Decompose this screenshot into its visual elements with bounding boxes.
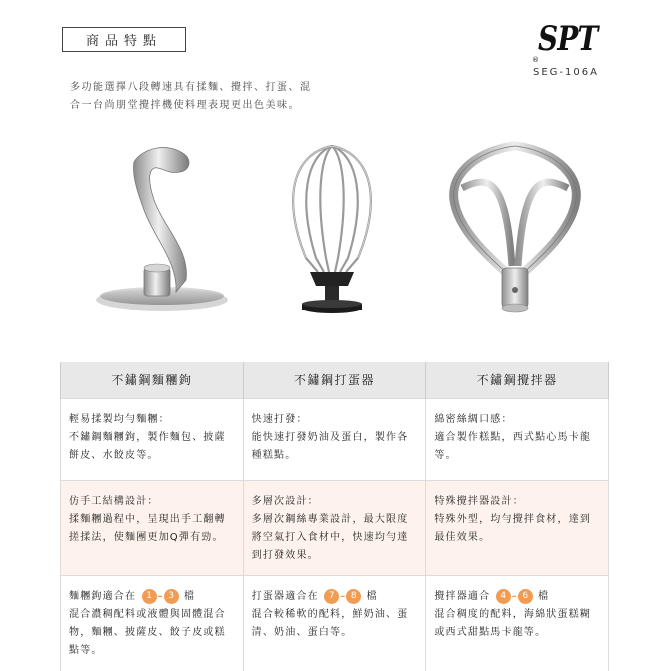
- cell-title: 仿手工結構設計：: [69, 495, 159, 507]
- model-number: SEG-106A: [533, 67, 599, 78]
- table-cell: [426, 398, 609, 480]
- registered-mark: ®: [532, 56, 539, 64]
- dough-hook-image: [92, 140, 232, 330]
- speed-line: [434, 588, 602, 606]
- table-cell: [426, 575, 609, 671]
- table-cell: [61, 480, 244, 575]
- table-cell: [243, 480, 426, 575]
- speed-line: [252, 588, 420, 606]
- table-cell: [61, 398, 244, 480]
- cell-body: 混合較稀軟的配料，鮮奶油、蛋清、奶油、蛋白等。: [251, 608, 409, 638]
- header-flat-beater: 不鏽鋼攪拌器: [426, 362, 609, 398]
- cell-body: 揉麵糰過程中，呈現出手工翻轉搓揉法，使麵團更加Q彈有勁。: [69, 513, 226, 543]
- cell-body: 特殊外型，均勻攪拌食材，達到最佳效果。: [434, 513, 592, 543]
- table-cell: [426, 480, 609, 575]
- range-dash: –: [511, 590, 517, 602]
- speed-prefix: 打蛋器適合在: [251, 590, 319, 602]
- table-header-row: [61, 362, 609, 398]
- cell-title: 輕易揉製均勻麵糰：: [69, 413, 170, 425]
- range-dash: –: [157, 590, 163, 602]
- cell-title: 多層次設計：: [251, 495, 319, 507]
- speed-prefix: 攪拌器適合: [434, 590, 491, 602]
- cell-body: 混合稠度的配料，海綿狀蛋糕糊或西式甜點馬卡龍等。: [434, 608, 592, 638]
- table-cell: [243, 398, 426, 480]
- table-cell: [61, 575, 244, 671]
- intro-line: 多功能選擇八段轉速具有揉麵、攪拌、打蛋、混: [70, 82, 312, 93]
- table-row: [61, 480, 609, 575]
- cell-body: 不鏽鋼麵糰鉤，製作麵包、披薩餅皮、水餃皮等。: [69, 431, 226, 461]
- features-table: [60, 362, 609, 671]
- cell-body: 適合製作糕點，西式點心馬卡龍等。: [434, 431, 592, 461]
- speed-from-badge: 4: [496, 589, 511, 604]
- speed-suffix: 檔: [538, 590, 550, 602]
- section-title: 商品特點: [62, 27, 186, 52]
- speed-to-badge: 6: [518, 589, 533, 604]
- header-whisk: 不鏽鋼打蛋器: [243, 362, 426, 398]
- cell-body: 能快速打發奶油及蛋白，製作各種糕點。: [251, 431, 409, 461]
- intro-line: 合一台尚朋堂攪拌機使料理表現更出色美味。: [70, 100, 300, 111]
- header-dough-hook: 不鏽鋼麵糰鉤: [61, 362, 244, 398]
- table-cell: [243, 575, 426, 671]
- brand-logo-text: SPT: [538, 19, 598, 59]
- speed-prefix: 麵糰鉤適合在: [69, 590, 137, 602]
- cell-title: 綿密絲綢口感：: [434, 413, 513, 425]
- speed-from-badge: 1: [142, 589, 157, 604]
- speed-to-badge: 8: [346, 589, 361, 604]
- speed-to-badge: 3: [164, 589, 179, 604]
- speed-from-badge: 7: [324, 589, 339, 604]
- cell-title: 特殊攪拌器設計：: [434, 495, 524, 507]
- cell-title: 快速打發：: [251, 413, 308, 425]
- speed-suffix: 檔: [366, 590, 378, 602]
- brand-logo: [532, 19, 608, 64]
- speed-line: [69, 588, 237, 606]
- flat-beater-image: [440, 140, 590, 330]
- cell-body: 多層次鋼絲專業設計，最大限度將空氣打入食材中，快速均勻達到打發效果。: [251, 513, 409, 561]
- table-row: [61, 575, 609, 671]
- range-dash: –: [340, 590, 346, 602]
- cell-body: 混合濃稠配料或液體與固體混合物，麵糰、披薩皮、餃子皮或糕點等。: [69, 608, 226, 656]
- speed-suffix: 檔: [183, 590, 196, 602]
- table-row: [61, 398, 609, 480]
- whisk-image: [272, 140, 392, 330]
- intro-text: [70, 79, 390, 115]
